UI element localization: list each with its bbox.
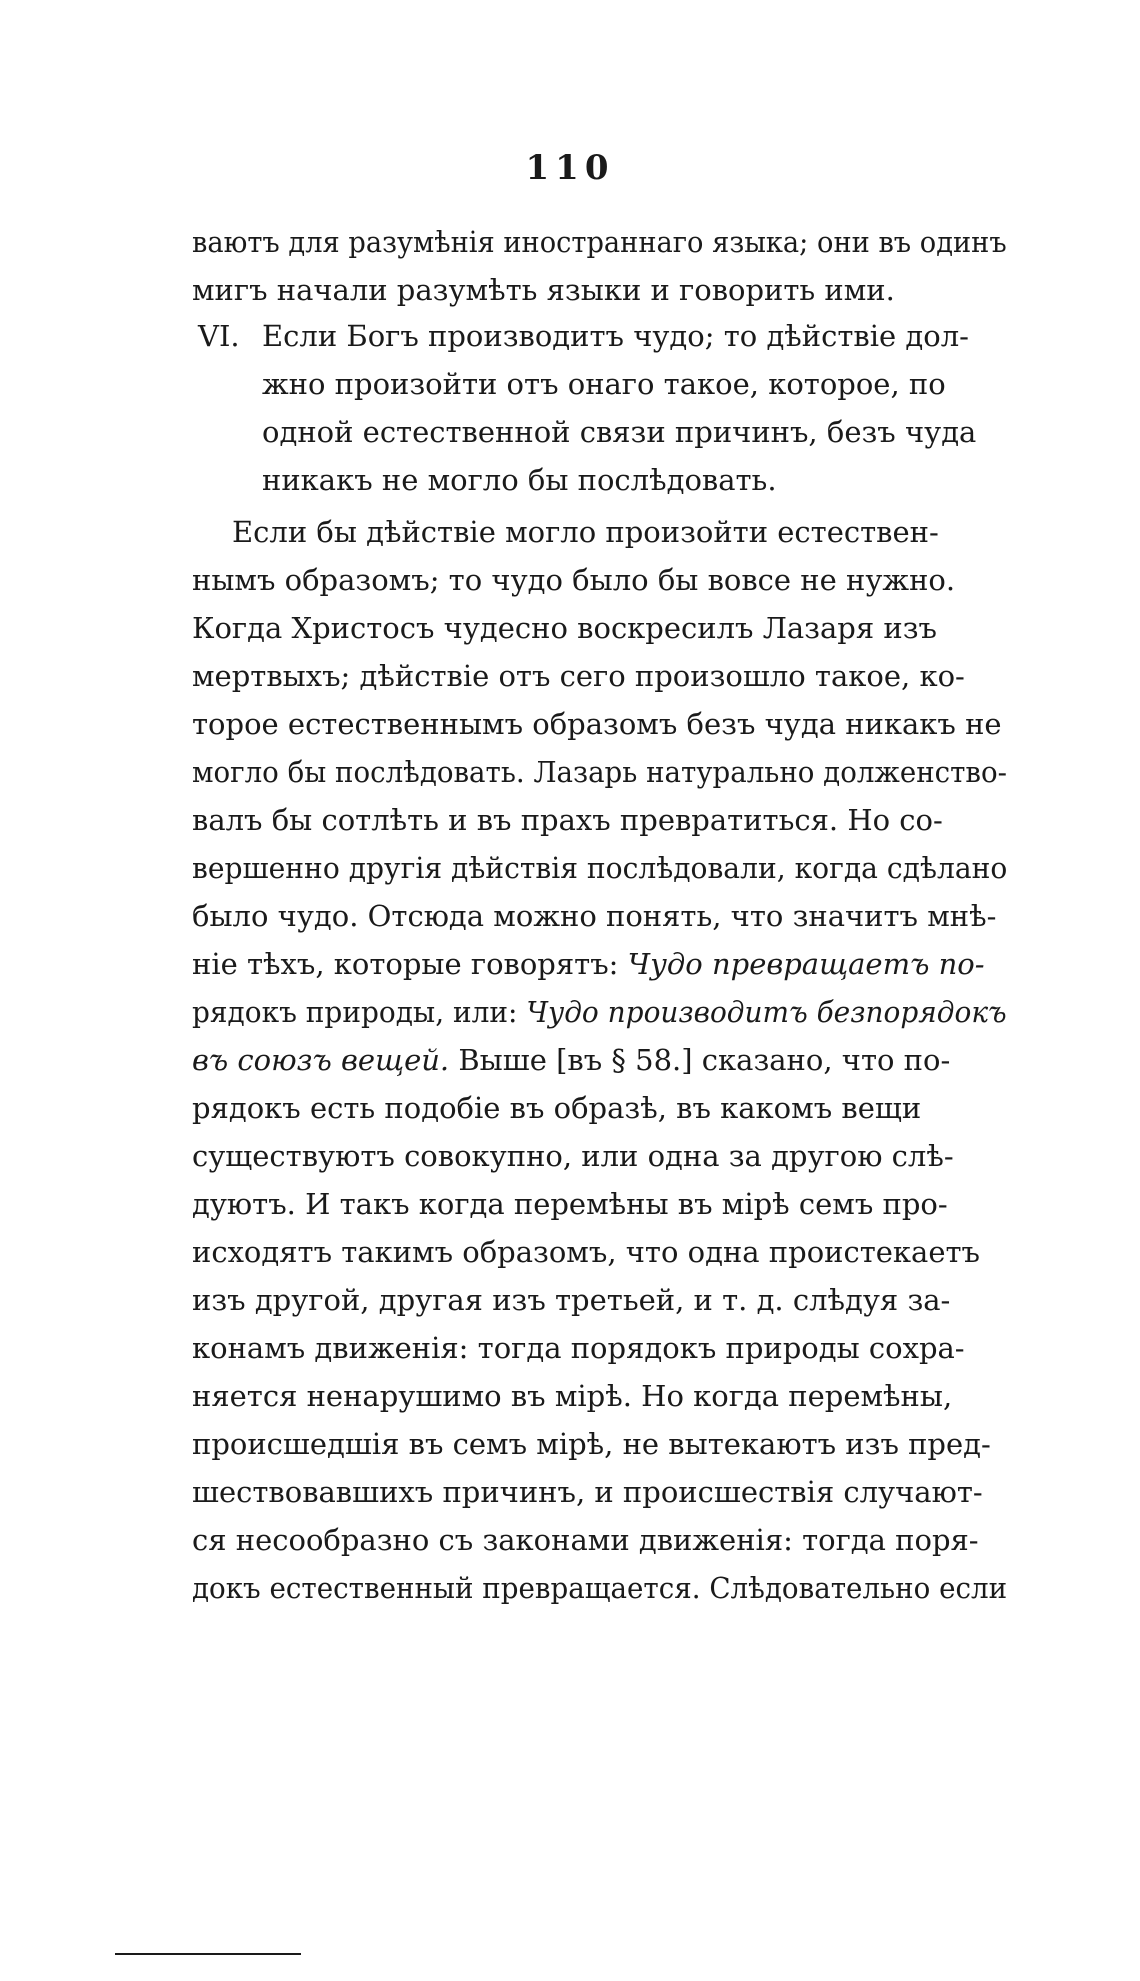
text-segment: рядокъ природы, или:: [192, 995, 518, 1029]
text-line: ваютъ для разумѣнія иностраннаго языка; они въ одинъ: [192, 225, 1007, 259]
text-line: конамъ движенія: тогда порядокъ природы сохра-: [192, 1331, 965, 1365]
text-line: няется ненарушимо въ мірѣ. Но когда перемѣны,: [192, 1379, 953, 1413]
page-number: 110: [525, 148, 615, 188]
text-line: ся несообразно съ законами движенія: тогда поря-: [192, 1523, 979, 1557]
italic-quote: Чудо превращаетъ по-: [627, 947, 985, 981]
text-line: никакъ не могло бы послѣдовать.: [262, 463, 777, 497]
text-line: нымъ образомъ; то чудо было бы вовсе не нужно.: [192, 563, 956, 597]
text-line: докъ естественный превращается. Слѣдовательно если: [192, 1571, 1008, 1605]
text-line: жно произойти отъ онаго такое, которое, по: [262, 367, 946, 401]
text-line: происшедшія въ семъ мірѣ, не вытекаютъ изъ пред-: [192, 1427, 991, 1461]
text-line: рядокъ есть подобіе въ образѣ, въ какомъ вещи: [192, 1091, 922, 1125]
text-line: вершенно другія дѣйствія послѣдовали, когда сдѣлано: [192, 851, 1008, 885]
text-line: дуютъ. И такъ когда перемѣны въ мірѣ семъ про-: [192, 1187, 948, 1221]
text-line: мертвыхъ; дѣйствіе отъ сего произошло такое, ко-: [192, 659, 965, 693]
text-line: валъ бы сотлѣть и въ прахъ превратиться. Но со-: [192, 803, 943, 837]
text-line-with-reference: [192, 1040, 1007, 1080]
text-segment: ніе тѣхъ, которые говорятъ:: [192, 947, 619, 981]
section-reference: Выше [въ § 58.] сказано, что по-: [458, 1043, 951, 1077]
text-line: могло бы послѣдовать. Лазарь натурально долженство-: [192, 755, 1007, 789]
text-line: мигъ начали разумѣть языки и говорить ими.: [192, 273, 895, 307]
text-line-with-quote: [192, 944, 1007, 984]
text-line: Если бы дѣйствіе могло произойти естествен-: [232, 515, 939, 549]
text-line: одной естественной связи причинъ, безъ чуда: [262, 415, 977, 449]
text-line-with-quote: [192, 992, 1007, 1032]
text-line: было чудо. Отсюда можно понять, что значитъ мнѣ-: [192, 899, 997, 933]
text-line: шествовавшихъ причинъ, и происшествія случают-: [192, 1475, 983, 1509]
italic-quote: Чудо производитъ безпорядокъ: [526, 995, 1007, 1029]
section-number: VI.: [198, 319, 240, 353]
text-line: исходятъ такимъ образомъ, что одна проистекаетъ: [192, 1235, 980, 1269]
text-line: Если Богъ производитъ чудо; то дѣйствіе дол-: [262, 319, 969, 353]
text-line: торое естественнымъ образомъ безъ чуда никакъ не: [192, 707, 1002, 741]
italic-quote: въ союзъ вещей.: [192, 1043, 450, 1077]
text-line: Когда Христосъ чудесно воскресилъ Лазаря изъ: [192, 611, 937, 645]
text-line: существуютъ совокупно, или одна за другою слѣ-: [192, 1139, 954, 1173]
text-line: изъ другой, другая изъ третьей, и т. д. слѣдуя за-: [192, 1283, 951, 1317]
footer-rule: [115, 1953, 301, 1955]
